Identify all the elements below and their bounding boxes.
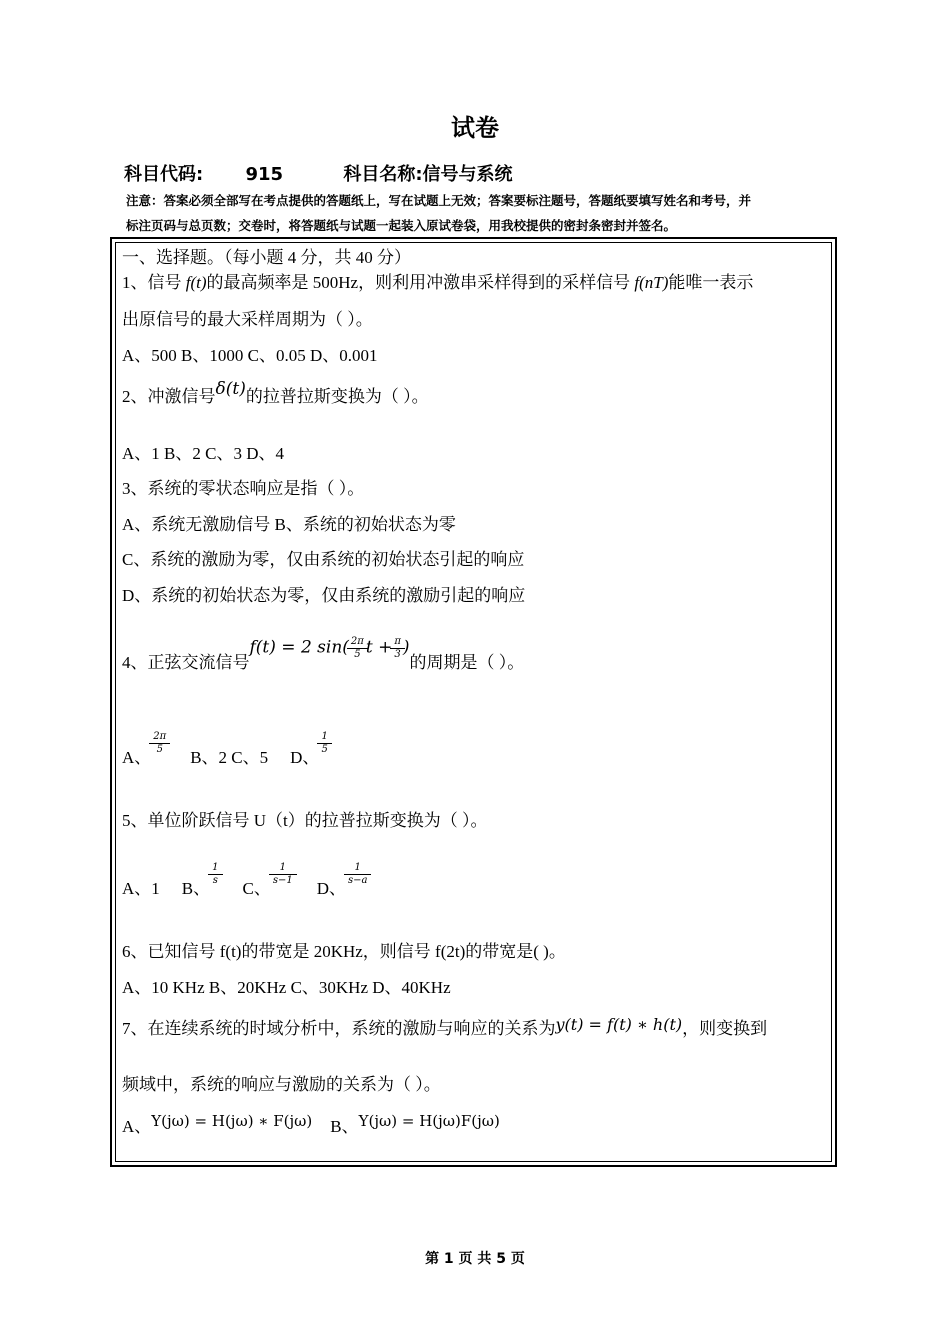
q5-opt-b-num: 1 [212, 861, 219, 873]
q7-formula: y(t) = f(t) ∗ h(t) [555, 1015, 683, 1034]
q4-opt-bc: B、2 C、5 [190, 748, 269, 767]
q1-text-line2: 出原信号的最大采样周期为（ ）。 [122, 310, 373, 329]
page-number: 第 1 页 共 5 页 [425, 1251, 525, 1267]
q7-options [122, 1112, 500, 1137]
q5-opt-b-den: s [212, 874, 218, 886]
q4-frac-2-num: π [394, 635, 401, 647]
q7-opt-b-formula: Y(jω) = H(jω)F(jω) [358, 1112, 500, 1130]
q1-text-a: 1、信号 [122, 273, 186, 292]
section-heading: 一、选择题。（每小题 4 分，共 40 分） [122, 248, 411, 267]
q4-frac-1 [349, 636, 366, 661]
q4-opt-a-num: 2π [153, 730, 167, 742]
q4-opt-a-den: 5 [156, 743, 163, 755]
q5-text: 5、单位阶跃信号 U（t）的拉普拉斯变换为（ ）。 [122, 811, 488, 830]
q5-opt-d-label: D、 [316, 879, 346, 898]
q2-text-a: 2、冲激信号 [122, 387, 216, 406]
subject-code-label: 科目代码: [124, 164, 204, 185]
q7-opt-a-label: A、 [122, 1117, 152, 1136]
q4-opt-a-label: A、 [122, 748, 152, 767]
q4-formula-left: f(t) = 2 sin( [249, 637, 349, 657]
q2-text [122, 379, 429, 407]
q4-formula-right: ) [402, 637, 410, 657]
q7-text [122, 1014, 767, 1039]
q4-frac-2-den: 3 [394, 648, 401, 660]
q5-opt-c-label: C、 [242, 879, 271, 898]
q5-options [122, 861, 369, 903]
notice-line-1: 注意：答案必须全部写在考点提供的答题纸上，写在试题上无效；答案要标注题号，答题纸要填写姓名和考号，并 [126, 193, 752, 208]
subject-code: 915 [245, 164, 284, 185]
q7-text-a: 7、在连续系统的时域分析中，系统的激励与响应的关系为 [122, 1019, 556, 1038]
q3-option-ab: A、系统无激励信号 B、系统的初始状态为零 [122, 515, 456, 534]
q5-opt-d-num: 1 [354, 861, 361, 873]
q2-formula: δ(t) [215, 379, 246, 399]
q4-opt-d-num: 1 [321, 730, 328, 742]
q2-options: A、1 B、2 C、3 D、4 [122, 444, 284, 463]
q1-text-c: 能唯一表示 [668, 273, 754, 292]
q1-text [122, 268, 753, 293]
q5-opt-b-label: B、 [181, 879, 211, 898]
q4-formula-mid: t + [365, 637, 393, 657]
q4-text-a: 4、正弦交流信号 [122, 653, 250, 672]
q7-text-line2: 频域中，系统的响应与激励的关系为（ ）。 [122, 1075, 441, 1094]
q3-option-d: D、系统的初始状态为零，仅由系统的激励引起的响应 [122, 586, 526, 605]
q1-f-nt: f(nT) [634, 273, 669, 292]
q2-text-b: 的拉普拉斯变换为（ ）。 [245, 387, 429, 406]
q1-options: A、500 B、1000 C、0.05 D、0.001 [122, 346, 378, 365]
page-title: 试卷 [451, 114, 499, 142]
q4-formula [250, 636, 410, 661]
notice-line-2: 标注页码与总页数；交卷时，将答题纸与试题一起装入原试卷袋，用我校提供的密封条密封并签名。 [126, 218, 677, 233]
q4-frac-1-num: 2π [350, 635, 364, 647]
q7-opt-a-formula: Y(jω) = H(jω) ∗ F(jω) [151, 1112, 313, 1130]
q5-opt-c-num: 1 [279, 861, 286, 873]
q5-opt-a: A、1 [122, 879, 160, 898]
q6-options: A、10 KHz B、20KHz C、30KHz D、40KHz [122, 978, 451, 997]
q1-f-t: f(t) [185, 273, 207, 292]
q5-opt-d-den: s−a [348, 874, 368, 886]
q3-option-c: C、系统的激励为零，仅由系统的初始状态引起的响应 [122, 550, 525, 569]
q5-opt-b-frac [210, 862, 220, 887]
q4-frac-2 [392, 636, 403, 661]
q3-text: 3、系统的零状态响应是指（ ）。 [122, 479, 365, 498]
q5-opt-c-den: s−1 [272, 874, 293, 886]
subject-name: 科目名称:信号与系统 [343, 164, 513, 185]
q4-opt-d-label: D、 [290, 748, 320, 767]
q1-text-b: 的最高频率是 500Hz，则利用冲激串采样得到的采样信号 [206, 273, 635, 292]
q4-opt-d-den: 5 [321, 743, 328, 755]
q7-text-b: ，则变换到 [682, 1019, 768, 1038]
subject-line [124, 160, 513, 186]
q7-opt-b-label: B、 [330, 1117, 359, 1136]
q4-frac-1-den: 5 [354, 648, 361, 660]
q4-opt-a-frac [151, 731, 168, 756]
q5-opt-c-frac [271, 862, 295, 887]
q5-opt-d-frac [346, 862, 369, 887]
q4-text-b: 的周期是（ ）。 [409, 653, 525, 672]
q6-text: 6、已知信号 f(t)的带宽是 20KHz，则信号 f(2t)的带宽是( )。 [122, 942, 566, 961]
q4-opt-d-frac [319, 731, 329, 756]
